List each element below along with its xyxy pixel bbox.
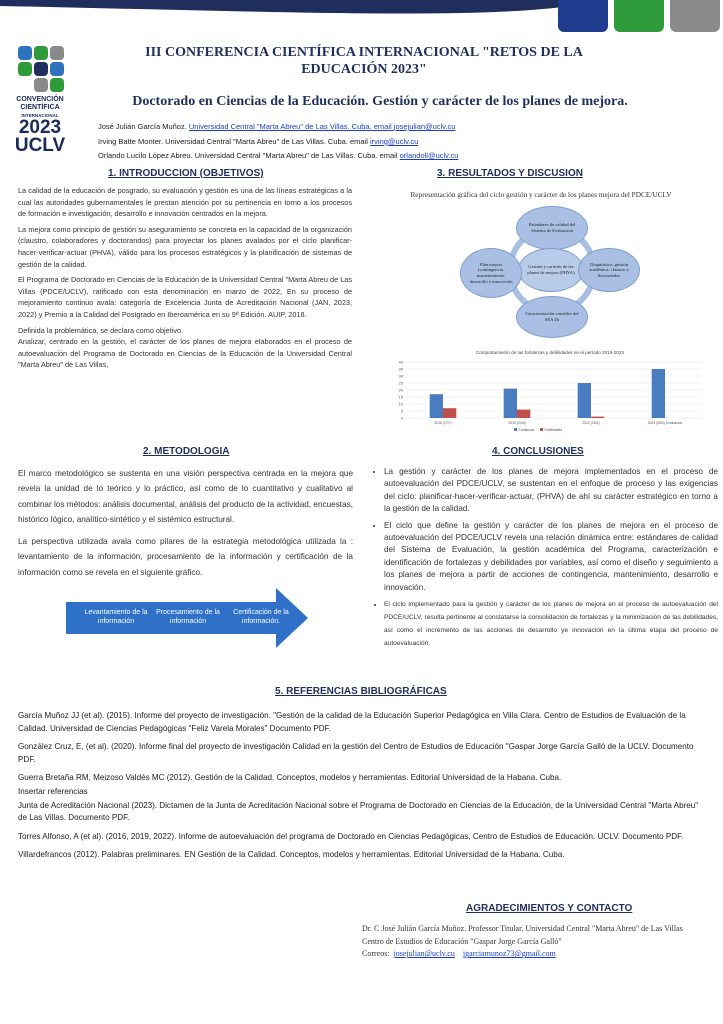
- method-heading: 2. METODOLOGIA: [143, 446, 230, 457]
- author-2: Irving Batte Monter. Universidad Central "Marta Abreu" de Las Villas. Cuba. email irving@uclv.cu: [98, 137, 419, 146]
- author-3: Orlando Lucilo López Abreu. Universidad Central "Marta Abreu" de Las Villas. Cuba. email orlandoll@uclv.cu: [98, 151, 459, 160]
- contact-email-1[interactable]: josejulian@uclv.cu: [393, 949, 455, 959]
- conclusions-heading: 4. CONCLUSIONES: [492, 446, 584, 457]
- cycle-node-right: Diagnóstico: gestión académica: claustro y doctorandos: [578, 248, 640, 292]
- y-tick-label: 25: [398, 380, 403, 386]
- conference-logo: CONVENCIÓN CIENTÍFICA INTERNACIONAL 2023 UCLV: [14, 46, 66, 156]
- references-heading: 5. REFERENCIAS BIBLIOGRÁFICAS: [275, 686, 447, 697]
- y-tick-label: 15: [398, 394, 403, 400]
- bar-fortalezas: [504, 389, 517, 418]
- references-list: [18, 710, 704, 868]
- step-procesamiento: Procesamiento de la información: [156, 609, 220, 625]
- contact-block: Dr. C José Julián García Muñoz. Professor Titular. Universidad Central "Marta Abreu" de Las Villas Centro de Estudios de Educación "Gaspar Jorge García Galló" Correos: josejulian@uclv.cu jgarciamunoz73@gmail.com: [362, 924, 683, 959]
- y-tick-label: 35: [398, 366, 403, 372]
- poster-subtitle: Doctorado en Ciencias de la Educación. Gestión y carácter de los planes de mejora.: [132, 94, 628, 109]
- x-tick-label: 2016 (17/7): [434, 421, 452, 425]
- bar-debilidades: [591, 417, 604, 418]
- y-tick-label: 10: [398, 401, 403, 407]
- reference-item: García Muñoz JJ (et al). (2015). Informe del proyecto de investigación. "Gestión de la calidad de la Educación Superior Pedagógica en Villa Clara. Centro de Estudios de Evaluación de la Calidad. Universidad de Ciencias Pedagógicas "Feliz Varela Morales" Documento PDF.: [18, 711, 686, 733]
- contact-heading: AGRADECIMIENTOS Y CONTACTO: [466, 903, 633, 914]
- step-levantamiento: Levantamiento de la información: [84, 609, 148, 625]
- diagram-title: Representación gráfica del ciclo gestión y carácter de los planes mejora del PDCE/UCLV: [410, 190, 672, 199]
- author-3-email-link[interactable]: orlandoll@uclv.cu: [399, 151, 459, 160]
- conclusions-list: [370, 466, 718, 654]
- bar-debilidades: [517, 410, 530, 418]
- y-tick-label: 5: [400, 408, 403, 414]
- reference-item: Junta de Acreditación Nacional (2023). Dictamen de la Junta de Acreditación Nacional sobre el Programa de Doctorado en Ciencias de la Educación, de la Universidad Central "Marta Abreu" de Las Villas. Documento PDF.: [18, 800, 699, 823]
- reference-item: González Cruz, E, (et al). (2020). Informe final del proyecto de investigación Calidad en la gestión del Centro de Estudios de Educación "Gaspar Jorge García Galló de la UCLV. Documento PDF.: [18, 742, 694, 764]
- method-text-1: El marco metodológico se sustenta en una visión perspectiva centrada en la mejora que revela la unidad de lo teórico y lo práctico, así como de lo cuantitativo y cualitativo al combinar los métodos: análisis documental, análisis del producto de la actividad, encuestas, histórico lógico, analítico-sintético y el sistémico estructural.: [18, 469, 353, 525]
- x-tick-label: 2019 (21/6): [508, 421, 526, 425]
- reference-item: Guerra Bretaña RM, Meizoso Valdés MC (2012). Gestión de la Calidad. Conceptos, modelos y herramientas. Editorial Universidad de la Habana. Cuba.: [18, 773, 562, 783]
- bar-fortalezas: [578, 383, 591, 418]
- results-heading: 3. RESULTADOS Y DISCUSION: [437, 168, 583, 179]
- conclusion-item: • La gestión y carácter de los planes de mejora implementados en el proceso de autoevaluación del PDCE/UCLV, se sustentan en el enfoque de proceso y las exigencias del ciclo: planificar-hacer-verificar-actuar, (PHVA) de ahí su carácter estratégico en torno a la gestión de la calidad.: [384, 466, 718, 516]
- intro-heading: 1. INTRODUCCION (OBJETIVOS): [108, 168, 264, 179]
- cycle-node-left: Plan mejora (contingencia, mantenimiento, desarrollo e innovación: [460, 248, 522, 298]
- author-1-affiliation-link[interactable]: Universidad Central "Marta Abreu" de Las Villas. Cuba. email josejulian@uclv.cu: [188, 122, 456, 131]
- strengths-weaknesses-chart: [390, 350, 710, 434]
- poster-title: III CONFERENCIA CIENTÍFICA INTERNACIONAL "RETOS DE LA EDUCACIÓN 2023": [145, 45, 583, 77]
- phva-cycle-diagram: [460, 202, 640, 342]
- y-tick-label: 30: [398, 373, 403, 379]
- y-tick-label: 20: [398, 387, 403, 393]
- reference-item: Villardefrancos (2012). Palabras preliminares. EN Gestión de la Calidad. Conceptos, modelos y herramientas. Editorial Universidad de la Habana. Cuba.: [18, 850, 565, 860]
- bar-chart-svg: [390, 354, 710, 436]
- x-tick-label: 2023 (35/0) Evaluación: [647, 421, 683, 425]
- reference-item: Insertar referencias: [18, 786, 88, 796]
- y-tick-label: 0: [400, 415, 403, 421]
- step-certificacion: Certificación de la información.: [233, 609, 289, 625]
- method-text-2: La perspectiva utilizada avala como pilares de la estrategia metodológica utilizada la : levantamiento de la información, procesamiento de la información y certificación de la información como se revela en el siguiente gráfico.: [18, 537, 353, 577]
- x-tick-label: 2022 (25/1): [582, 421, 600, 425]
- author-1: José Julián García Muñoz. Universidad Central "Marta Abreu" de Las Villas. Cuba. email josejulian@uclv.cu: [98, 122, 456, 131]
- cycle-node-center: Gestión y carácter de los planes de mejora (PHVA): [518, 248, 584, 292]
- bar-fortalezas: [652, 369, 665, 418]
- cycle-node-top: Estándares de calidad del Sistema de Evaluación: [516, 206, 588, 250]
- header-green-block: [614, 0, 664, 32]
- chart-title: Comportamiento de las fortalezas y debilidades en el período 2016-2023: [475, 350, 625, 355]
- contact-email-2[interactable]: jgarciamunoz73@gmail.com: [462, 949, 556, 959]
- legend-label: Fortalezas: [518, 427, 535, 432]
- legend-label: Debilidades: [544, 427, 563, 432]
- methodology-arrow-diagram: [66, 588, 308, 648]
- header-blue-block: [558, 0, 608, 32]
- cycle-node-bottom: Caracterización variables del SEA Dr: [516, 296, 588, 338]
- bar-fortalezas: [430, 394, 443, 418]
- y-tick-label: 40: [398, 359, 403, 365]
- bar-debilidades: [443, 408, 456, 418]
- legend-swatch: [514, 428, 517, 431]
- reference-item: Torres Alfonso, A (et al). (2016, 2019, 2022). Informe de autoevaluación del programa de Doctorado en Ciencias Pedagógicas, Centro de Estudios de Educación. UCLV. Documento PDF.: [18, 831, 684, 841]
- author-2-email-link[interactable]: irving@uclv.cu: [370, 137, 419, 146]
- conclusion-item: • El ciclo que define la gestión y carácter de los planes de mejora en el proceso de autoevaluación del PDCE/UCLV revela una relación dinámica entre: estándares de calidad del Sistema de Evaluación, la gestión académica del Programa, caracterización e identificación de fortalezas y debilidades por variables, así como el diseño y seguimiento a los planes de mejora a partir de acciones de contingencia, mantenimiento, desarrollo e innovación.: [384, 520, 718, 594]
- intro-text: La calidad de la educación de posgrado, su evaluación y gestión es una de las líneas estratégicas a la cual las autoridades gubernamentales le prestan atención por su pertinencia en torno a los procesos de formación e investigación, desarrollo e innovación centrados en la mejora. La mejora como principio de gestión su aseguramiento se concreta en la capacidad de la organización (claustro, colaboradores y doctorandos) para proyectar los planes avalados por el ciclo planificar-hacer-verificar-actuar (PHVA), válido para los procesos estratégicos y la planificación de sistemas de gestión de la calidad. El Programa de Doctorado en Ciencias de la Educación de la Universidad Central "Marta Abreu de Las Villas (PDCE/UCLV), ratificado con esta denominación en marzo de 2022, En su proceso de mejoramiento continuo avala: categoría de Excelencia Junta de Acreditación Nacional (JAN, 2023, 2022) y Premio a la Calidad del Postgrado en Iberoamérica en su 9ª Edición. AUIP, 2018. Definida la problemática, se declara como objetivo. Analizar, centrado en la gestión, el carácter de los planes de mejora elaborados en el proceso de autoevaluación del Programa de Doctorado en Ciencias de la Educación de la Universidad Central "Marta Abreu" de Las Villas,: [18, 186, 352, 370]
- conclusion-item: • El ciclo implementado para la gestión y carácter de los planes de mejora en el proceso de autoevaluación del PDCE/UCLV, resulta pertinente al constatarse la consolidación de fortalezas y la minimización de las debilidades, así como el incremento de las acciones de desarrollo ye innovación en la última etapa del proceso de autoevaluación.: [384, 598, 718, 650]
- header-gray-block: [670, 0, 720, 32]
- legend-swatch: [540, 428, 543, 431]
